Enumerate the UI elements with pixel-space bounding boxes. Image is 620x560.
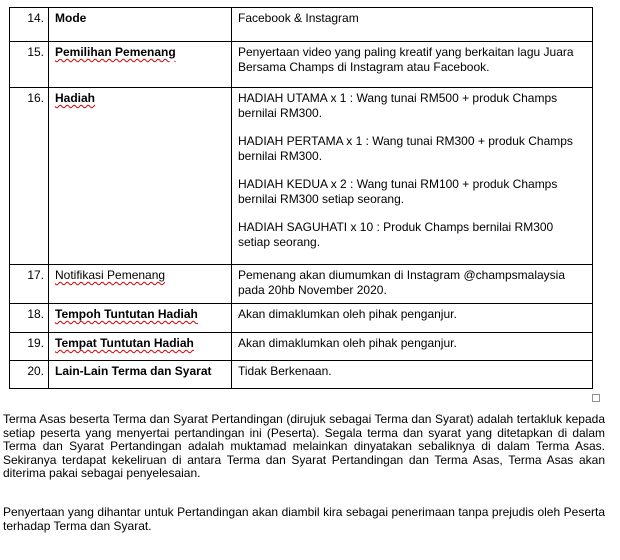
table-row (10, 8, 593, 42)
table-row (10, 304, 593, 333)
terms-paragraph: Terma Asas beserta Terma dan Syarat Pertandingan (dirujuk sebagai Terma dan Syarat) adalah tertakluk kepada setiap peserta yang menyertai pertandingan ini (Peserta). Segala terma dan syarat yang ditetapkan di dalam Terma dan Syarat Pertandingan adalah muktamad melainkan dinyatakan sebaliknya di dalam Terma Asas. Sekiranya terdapat kekeliruan di antara Terma dan Syarat Pertandingan dan Terma Asas, Terma Asas akan diterima pakai sebagai penyelesaian. (3, 412, 605, 481)
row-number: 18. (10, 304, 49, 333)
row-value: Pemenang akan diumumkan di Instagram @champsmalaysia pada 20hb November 2020. (232, 265, 593, 304)
row-number: 20. (10, 361, 49, 389)
prize-consolation: HADIAH SAGUHATI x 10 : Produk Champs bernilai RM300 setiap seorang. (238, 220, 554, 249)
prize-main: HADIAH UTAMA x 1 : Wang tunai RM500 + produk Champs bernilai RM300. (238, 91, 558, 120)
table-row (10, 88, 593, 265)
row-label: Notifikasi Pemenang (49, 265, 232, 304)
prize-second: HADIAH KEDUA x 2 : Wang tunai RM100 + produk Champs bernilai RM300 setiap seorang. (238, 177, 558, 206)
row-number: 17. (10, 265, 49, 304)
row-number: 14. (10, 8, 49, 42)
row-label: Tempat Tuntutan Hadiah (49, 333, 232, 361)
row-label: Lain-Lain Terma dan Syarat (49, 361, 232, 389)
row-value: Akan dimaklumkan oleh pihak penganjur. (232, 304, 593, 333)
table-row (10, 333, 593, 361)
row-number: 15. (10, 42, 49, 88)
row-label: Hadiah (49, 88, 232, 265)
row-value (232, 88, 593, 265)
table-row (10, 265, 593, 304)
row-label: Pemilihan Pemenang (49, 42, 232, 88)
terms-table (9, 7, 593, 389)
row-number: 16. (10, 88, 49, 265)
row-value: Tidak Berkenaan. (232, 361, 593, 389)
row-number: 19. (10, 333, 49, 361)
row-label: Mode (49, 8, 232, 42)
acceptance-paragraph: Penyertaan yang dihantar untuk Pertandingan akan diambil kira sebagai penerimaan tanpa prejudis oleh Peserta terhadap Terma dan Syarat. (3, 505, 605, 533)
row-value: Penyertaan video yang paling kreatif yang berkaitan lagu Juara Bersama Champs di Instagram atau Facebook. (232, 42, 593, 88)
prize-first: HADIAH PERTAMA x 1 : Wang tunai RM300 + produk Champs bernilai RM300. (238, 134, 573, 163)
table-resize-handle[interactable] (592, 394, 600, 402)
table-row (10, 42, 593, 88)
row-label: Tempoh Tuntutan Hadiah (49, 304, 232, 333)
row-value: Akan dimaklumkan oleh pihak penganjur. (232, 333, 593, 361)
row-value: Facebook & Instagram (232, 8, 593, 42)
table-row (10, 361, 593, 389)
